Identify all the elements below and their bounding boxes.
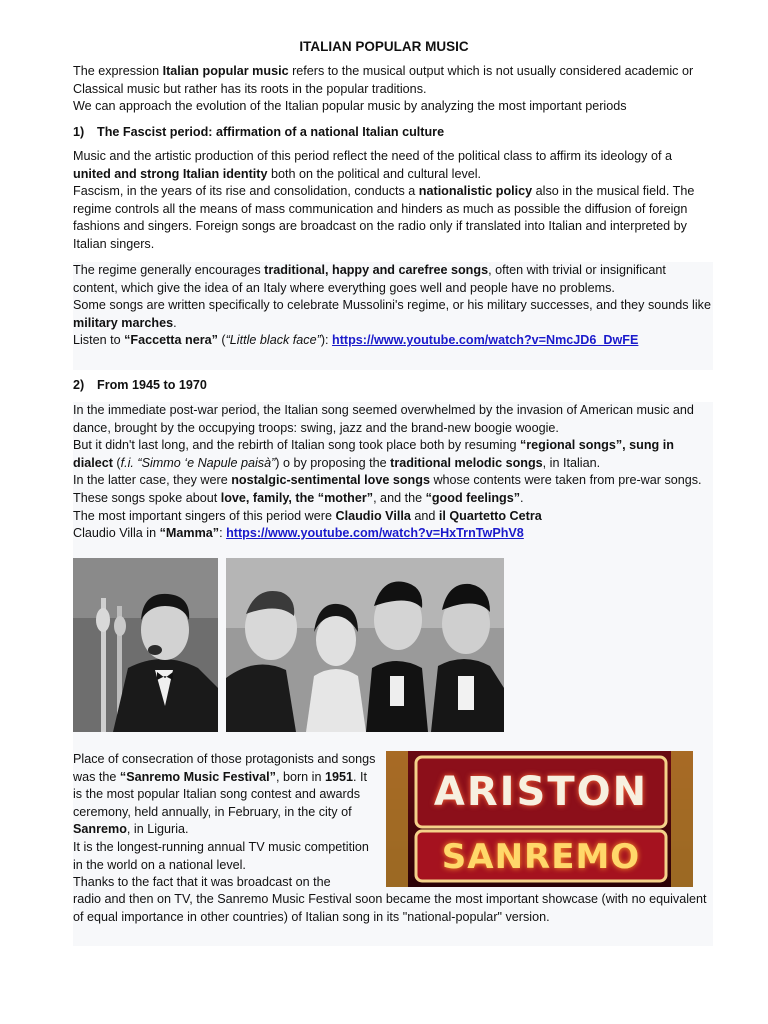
photo-claudio-villa xyxy=(73,558,218,732)
section2-paragraph-4: The most important singers of this period were Claudio Villa and il Quartetto Cetra xyxy=(73,508,542,523)
section1-paragraph-1: Music and the artistic production of this period reflect the need of the political class to affirm its ideology of a united and strong Italian identity both on the political and cultural level. xyxy=(73,149,672,181)
section1-body xyxy=(73,148,713,254)
section2-paragraph-1: In the immediate post-war period, the Italian song seemed overwhelmed by the invasion of American music and dance, brought by the occupying troops: swing, jazz and the brand-new boogie woogie. xyxy=(73,403,694,435)
page-title: ITALIAN POPULAR MUSIC xyxy=(299,39,469,54)
youtube-link-faccetta-nera[interactable]: https://www.youtube.com/watch?v=NmcJD6_DwFE xyxy=(332,333,639,348)
intro-paragraph: The expression Italian popular music refers to the musical output which is not usually considered academic or Classical music but rather has its roots in the popular traditions. xyxy=(73,64,694,96)
sanremo-paragraph-2: It is the longest-running annual TV music competition in the world on a national level. xyxy=(73,839,369,872)
section-heading-1945-1970: 2) From 1945 to 1970 xyxy=(73,378,207,392)
sign-text-ariston: ARISTON xyxy=(433,769,649,815)
sign-text-sanremo: SANREMO xyxy=(441,837,641,877)
photo-quartetto-cetra xyxy=(226,558,504,732)
section1-paragraph-2: Fascism, in the years of its rise and consolidation, conducts a nationalistic policy also in the musical field. The regime controls all the means of mass communication and hinders as much as possible the diffusion of foreign fashions and singers. Foreign songs are broadcast on the radio only if translated into Italian and interpreted by Italian singers. xyxy=(73,184,695,251)
sanremo-text xyxy=(73,751,378,892)
section1-paragraph-3: The regime generally encourages traditional, happy and carefree songs, often with trivial or insignificant content, which give the idea of an Italy where everything goes well and people have no problems. xyxy=(73,263,666,295)
section-heading-fascist: 1) The Fascist period: affirmation of a national Italian culture xyxy=(73,125,445,139)
sanremo-paragraph-3-start: Thanks to the fact that it was broadcast on the xyxy=(73,875,331,890)
intro-paragraph-2: We can approach the evolution of the Italian popular music by analyzing the most important periods xyxy=(73,99,627,114)
sanremo-paragraph-1: Place of consecration of those protagonists and songs was the “Sanremo Music Festival”, born in 1951. It is the most popular Italian song contest and awards ceremony, held annually, in February, in the city of Sanremo, in Liguria. xyxy=(73,752,376,837)
section2-paragraph-3: In the latter case, they were nostalgic-sentimental love songs whose contents were taken from pre-war songs. These songs spoke about love, family, the “mother”, and the “good feelings”. xyxy=(73,473,702,505)
photo-ariston-sanremo-sign xyxy=(386,751,693,887)
intro-text xyxy=(73,63,713,116)
youtube-link-mamma[interactable]: https://www.youtube.com/watch?v=HxTrnTwPhV8 xyxy=(226,526,524,541)
sanremo-paragraph-3-rest: radio and then on TV, the Sanremo Music Festival soon became the most important showcase (with no equivalent of equal importance in other countries) of Italian song in its "national-popular" version. xyxy=(73,892,707,924)
section2-paragraph-2: But it didn't last long, and the rebirth of Italian song took place both by resuming “regional songs”, sung in dialect (f.i. “Simmo ‘e Napule paisà”) o by proposing the traditional melodic songs, in Italian. xyxy=(73,438,674,470)
section1-listen-line: Listen to “Faccetta nera” (“Little black face”): https://www.youtube.com/watch?v=NmcJD6_DwFE xyxy=(73,333,639,348)
section1-shaded-block xyxy=(73,262,713,370)
section2-mamma-line: Claudio Villa in “Mamma”: https://www.youtube.com/watch?v=HxTrnTwPhV8 xyxy=(73,526,524,541)
section1-paragraph-4: Some songs are written specifically to celebrate Mussolini's regime, or his military successes, and they sounds like military marches. xyxy=(73,298,711,330)
